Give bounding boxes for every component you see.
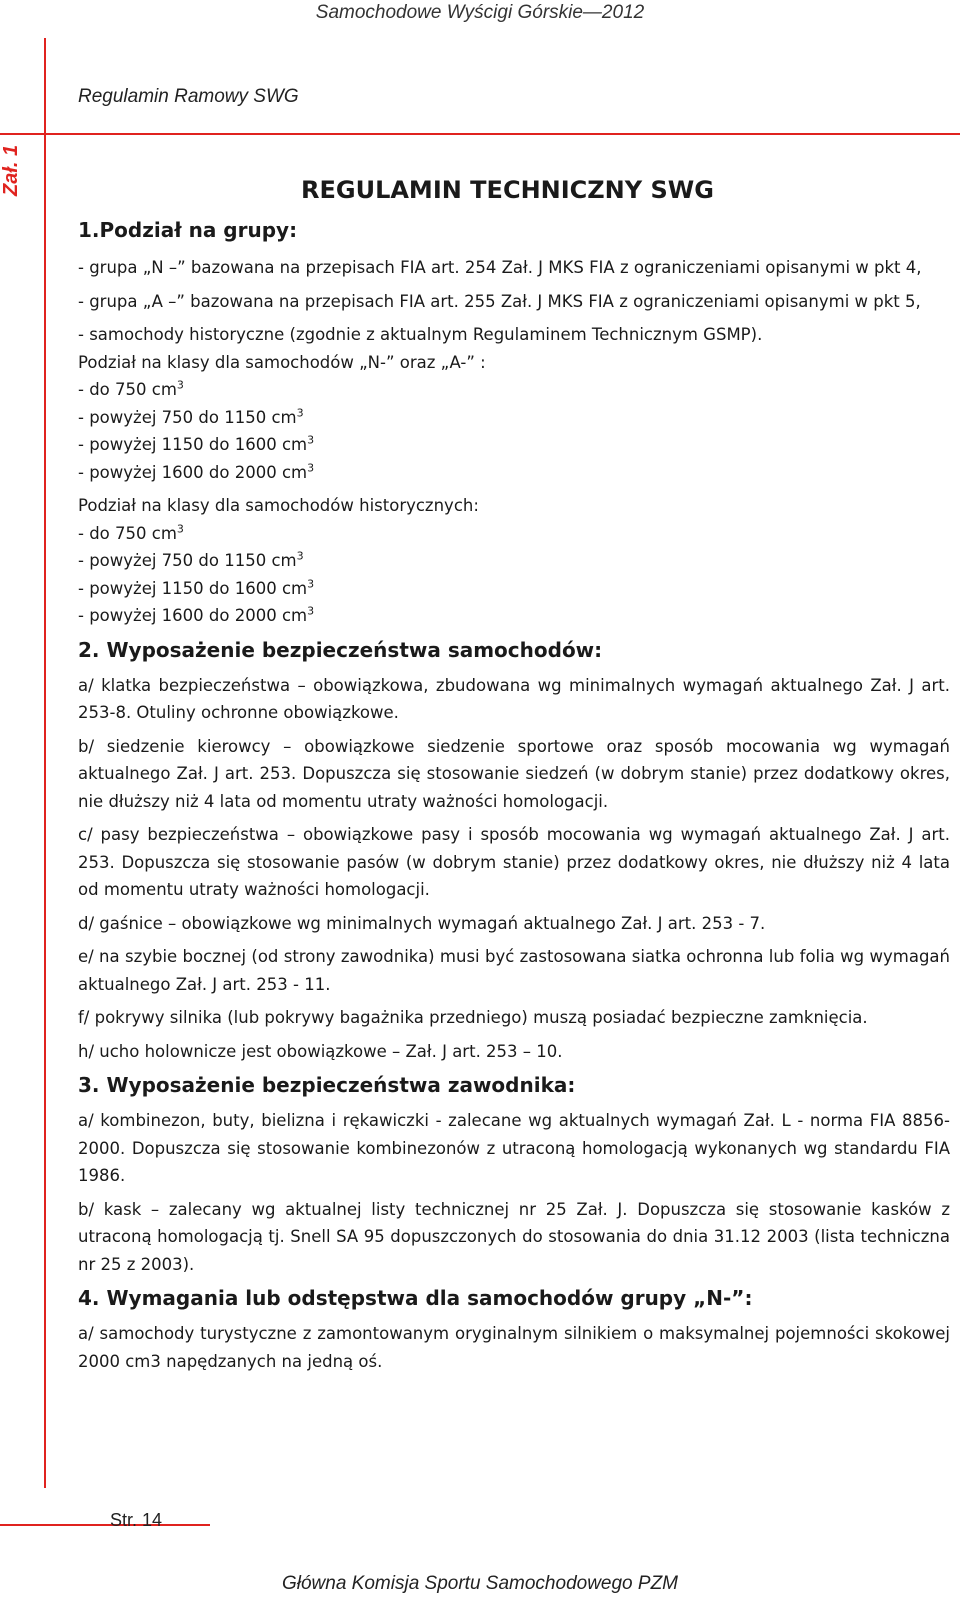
page-number: Str. 14 <box>110 1510 163 1530</box>
document-body <box>78 210 950 1375</box>
header-red-line <box>0 133 960 135</box>
list-item: - powyżej 750 do 1150 $cm^3$ <box>78 549 304 570</box>
classes-na-list <box>78 376 950 486</box>
list-item: - powyżej 1600 do 2000 $cm^3$ <box>78 461 315 482</box>
footer-org: Główna Komisja Sportu Samochodowego PZM <box>281 1573 679 1594</box>
group-historic: - samochody historyczne (zgodnie z aktualnym Regulaminem Technicznym GSMP). <box>78 325 763 344</box>
item-2a: a/ klatka bezpieczeństwa – obowiązkowa, zbudowana wg minimalnych wymagań aktualnego Zał. J art. 253-8. Otuliny ochronne obowiązkowe. <box>78 675 950 722</box>
section-1-heading: 1.Podział na grupy: <box>78 218 298 242</box>
section-2-heading: 2. Wyposażenie bezpieczeństwa samochodów: <box>78 637 603 662</box>
section-4-heading: 4. Wymagania lub odstępstwa dla samochodów grupy „N-”: <box>78 1286 753 1310</box>
document-title: REGULAMIN TECHNICZNY SWG <box>301 176 714 204</box>
item-2e: e/ na szybie bocznej (od strony zawodnika) musi być zastosowana siatka ochronna lub folia wg wymagań aktualnego Zał. J art. 253 - 11. <box>78 947 950 994</box>
item-2f: f/ pokrywy silnika (lub pokrywy bagażnika przedniego) muszą posiadać bezpieczne zamknięcia. <box>78 1008 868 1027</box>
list-item: - do 750 $cm^3$ <box>78 378 184 399</box>
classes-hist-list <box>78 520 950 630</box>
side-label: Zał. 1 <box>0 144 22 196</box>
list-item: - do 750 $cm^3$ <box>78 522 184 543</box>
item-3b: b/ kask – zalecany wg aktualnej listy technicznej nr 25 Zał. J. Dopuszcza się stosowanie kasków z utraconą homologacją tj. Snell SA 95 dopuszczonych do stosowania do dnia 31.12 2003 (lista techniczna nr 25 z 2003). <box>78 1199 950 1274</box>
item-2h: h/ ucho holownicze jest obowiązkowe – Zał. J art. 253 – 10. <box>78 1041 563 1061</box>
list-item: - powyżej 750 do 1150 $cm^3$ <box>78 406 304 427</box>
list-item: - powyżej 1600 do 2000 $cm^3$ <box>78 604 315 625</box>
footer-red-line <box>0 1524 210 1526</box>
group-n: - grupa „N –” bazowana na przepisach FIA art. 254 Zał. J MKS FIA z ograniczeniami opisanymi w pkt 4, <box>78 258 922 277</box>
item-2d: d/ gaśnice – obowiązkowe wg minimalnych wymagań aktualnego Zał. J art. 253 - 7. <box>78 913 766 933</box>
classes-hist-label: Podział na klasy dla samochodów historycznych: <box>78 496 479 515</box>
classes-na-label: Podział na klasy dla samochodów „N-” oraz „A-” : <box>78 352 486 372</box>
item-2b: b/ siedzenie kierowcy – obowiązkowe siedzenie sportowe oraz sposób mocowania wg wymagań aktualnego Zał. J art. 253. Dopuszcza się stosowanie siedzeń (w dobrym stanie) przez dodatkowy okres, nie dłuższy niż 4 lata od momentu utraty ważności homologacji. <box>78 736 950 811</box>
item-4a: a/ samochody turystyczne z zamontowanym oryginalnym silnikiem o maksymalnej pojemności skokowej 2000 cm3 napędzanych na jedną oś. <box>78 1324 950 1371</box>
list-item: - powyżej 1150 do 1600 $cm^3$ <box>78 433 315 454</box>
section-3-heading: 3. Wyposażenie bezpieczeństwa zawodnika: <box>78 1073 576 1097</box>
header-subtitle: Regulamin Ramowy SWG <box>78 86 299 107</box>
group-a: - grupa „A –” bazowana na przepisach FIA art. 255 Zał. J MKS FIA z ograniczeniami opisanymi w pkt 5, <box>78 291 921 311</box>
item-2c: c/ pasy bezpieczeństwa – obowiązkowe pasy i sposób mocowania wg wymagań aktualnego Zał. J art. 253. Dopuszcza się stosowanie pasów (w dobrym stanie) przez dodatkowy okres, nie dłuższy niż 4 lata od momentu utraty ważności homologacji. <box>78 825 950 899</box>
header-title: Samochodowe Wyścigi Górskie—2012 <box>315 2 645 23</box>
margin-red-line <box>44 38 46 1488</box>
item-3a: a/ kombinezon, buty, bielizna i rękawiczki - zalecane wg aktualnych wymagań Zał. L - norma FIA 8856-2000. Dopuszcza się stosowanie kombinezonów z utraconą homologacją wykonanych wg standardu FIA 1986. <box>78 1111 950 1185</box>
list-item: - powyżej 1150 do 1600 $cm^3$ <box>78 577 315 598</box>
